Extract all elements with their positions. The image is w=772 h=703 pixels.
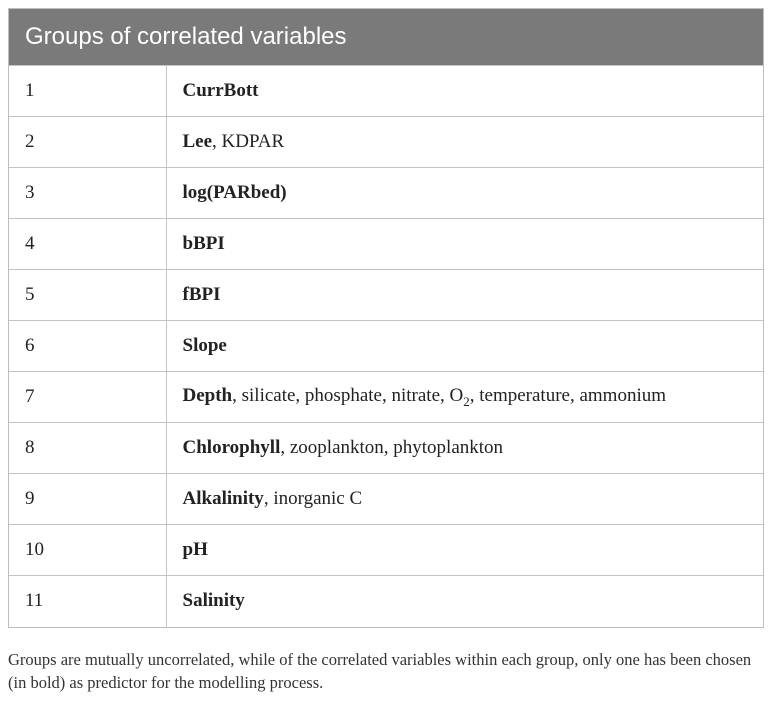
group-number: 11	[9, 576, 166, 627]
table-row	[9, 321, 763, 372]
chosen-predictor: CurrBott	[182, 80, 259, 101]
chosen-predictor: Depth	[182, 384, 233, 406]
chosen-predictor: fBPI	[182, 284, 221, 305]
table-title: Groups of correlated variables	[9, 9, 763, 65]
table-row	[9, 117, 763, 168]
table-row	[9, 474, 763, 525]
group-number: 4	[9, 219, 166, 270]
table-row	[9, 576, 763, 627]
group-variables	[166, 372, 763, 423]
chosen-predictor: log(PARbed)	[182, 182, 287, 203]
other-variables-continued: , temperature, ammonium	[469, 384, 667, 406]
table-row	[9, 66, 763, 117]
chosen-predictor: Lee	[182, 131, 213, 152]
group-variables	[166, 321, 763, 372]
group-variables	[166, 423, 763, 474]
group-number: 8	[9, 423, 166, 474]
table-footnote: Groups are mutually uncorrelated, while of the correlated variables within each group, only one has been chosen (in bold) as predictor for the modelling process.	[8, 650, 752, 692]
table-row	[9, 372, 763, 423]
chosen-predictor: Salinity	[182, 590, 245, 612]
group-variables	[166, 270, 763, 321]
group-variables	[166, 474, 763, 525]
group-number: 6	[9, 321, 166, 372]
group-number: 2	[9, 117, 166, 168]
chosen-predictor: Chlorophyll	[182, 437, 281, 458]
group-number: 5	[9, 270, 166, 321]
subscript: 2	[463, 393, 470, 409]
group-variables	[166, 66, 763, 117]
group-number: 9	[9, 474, 166, 525]
other-variables: , zooplankton, phytoplankton	[280, 437, 504, 458]
group-number: 7	[9, 372, 166, 423]
table-row	[9, 525, 763, 576]
correlated-variables-table	[8, 8, 764, 628]
table-row	[9, 423, 763, 474]
table-body	[9, 65, 763, 627]
table-row	[9, 270, 763, 321]
group-variables	[166, 576, 763, 627]
other-variables: , silicate, phosphate, nitrate, O	[232, 384, 464, 406]
group-number: 10	[9, 525, 166, 576]
other-variables: , inorganic C	[263, 488, 363, 509]
group-variables	[166, 219, 763, 270]
group-number: 3	[9, 168, 166, 219]
group-variables	[166, 525, 763, 576]
chosen-predictor: bBPI	[182, 233, 225, 254]
group-variables	[166, 168, 763, 219]
chosen-predictor: Slope	[182, 335, 227, 356]
other-variables: , KDPAR	[212, 131, 285, 152]
table-row	[9, 168, 763, 219]
chosen-predictor: pH	[182, 539, 208, 560]
table-row	[9, 219, 763, 270]
group-variables	[166, 117, 763, 168]
group-number: 1	[9, 66, 166, 117]
chosen-predictor: Alkalinity	[182, 488, 264, 509]
